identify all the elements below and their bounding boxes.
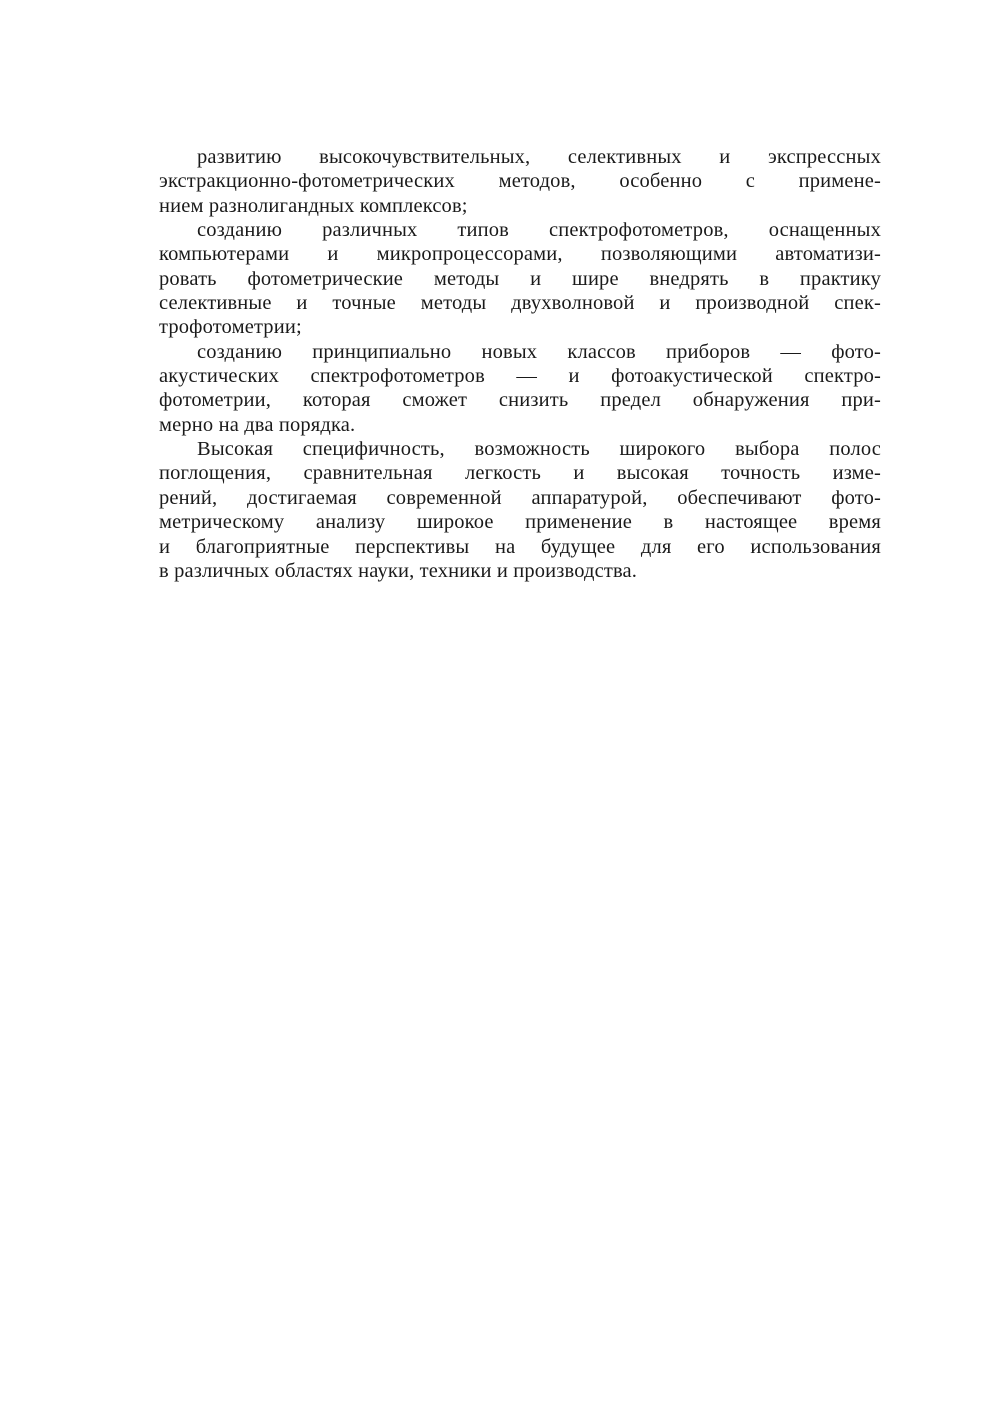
paragraph-3 (159, 340, 881, 437)
text-line: нием разнолигандных комплексов; (159, 194, 468, 217)
text-line: фотометрии, которая сможет снизить предел обнаружения при- (159, 389, 881, 412)
body-text (159, 145, 881, 583)
text-line: компьютерами и микропроцессорами, позволяющими автоматизи- (159, 243, 881, 266)
paragraph-1 (159, 145, 881, 218)
paragraph-2 (159, 218, 881, 340)
text-line: акустических спектрофотометров — и фотоакустической спектро- (159, 365, 881, 388)
text-line: созданию различных типов спектрофотометров, оснащенных (197, 219, 881, 242)
text-line: поглощения, сравнительная легкость и высокая точность изме- (159, 462, 881, 485)
text-line: созданию принципиально новых классов приборов — фото- (197, 340, 881, 363)
text-line: рений, достигаемая современной аппаратурой, обеспечивают фото- (159, 486, 881, 509)
text-line: ровать фотометрические методы и шире внедрять в практику (159, 267, 881, 290)
text-line: и благоприятные перспективы на будущее для его использования (159, 535, 881, 558)
text-line: экстракционно-фотометрических методов, особенно с примене- (159, 170, 881, 193)
text-line: развитию высокочувствительных, селективных и экспрессных (197, 146, 881, 168)
paragraph-4 (159, 437, 881, 583)
text-line: Высокая специфичность, возможность широкого выбора полос (197, 438, 881, 461)
text-line: селективные и точные методы двухволновой и производной спек- (159, 292, 881, 315)
text-line: трофотометрии; (159, 316, 302, 339)
text-line: мерно на два порядка. (159, 413, 356, 436)
text-line: метрическому анализу широкое применение в настоящее время (159, 511, 881, 534)
text-line: в различных областях науки, техники и производства. (159, 559, 638, 582)
